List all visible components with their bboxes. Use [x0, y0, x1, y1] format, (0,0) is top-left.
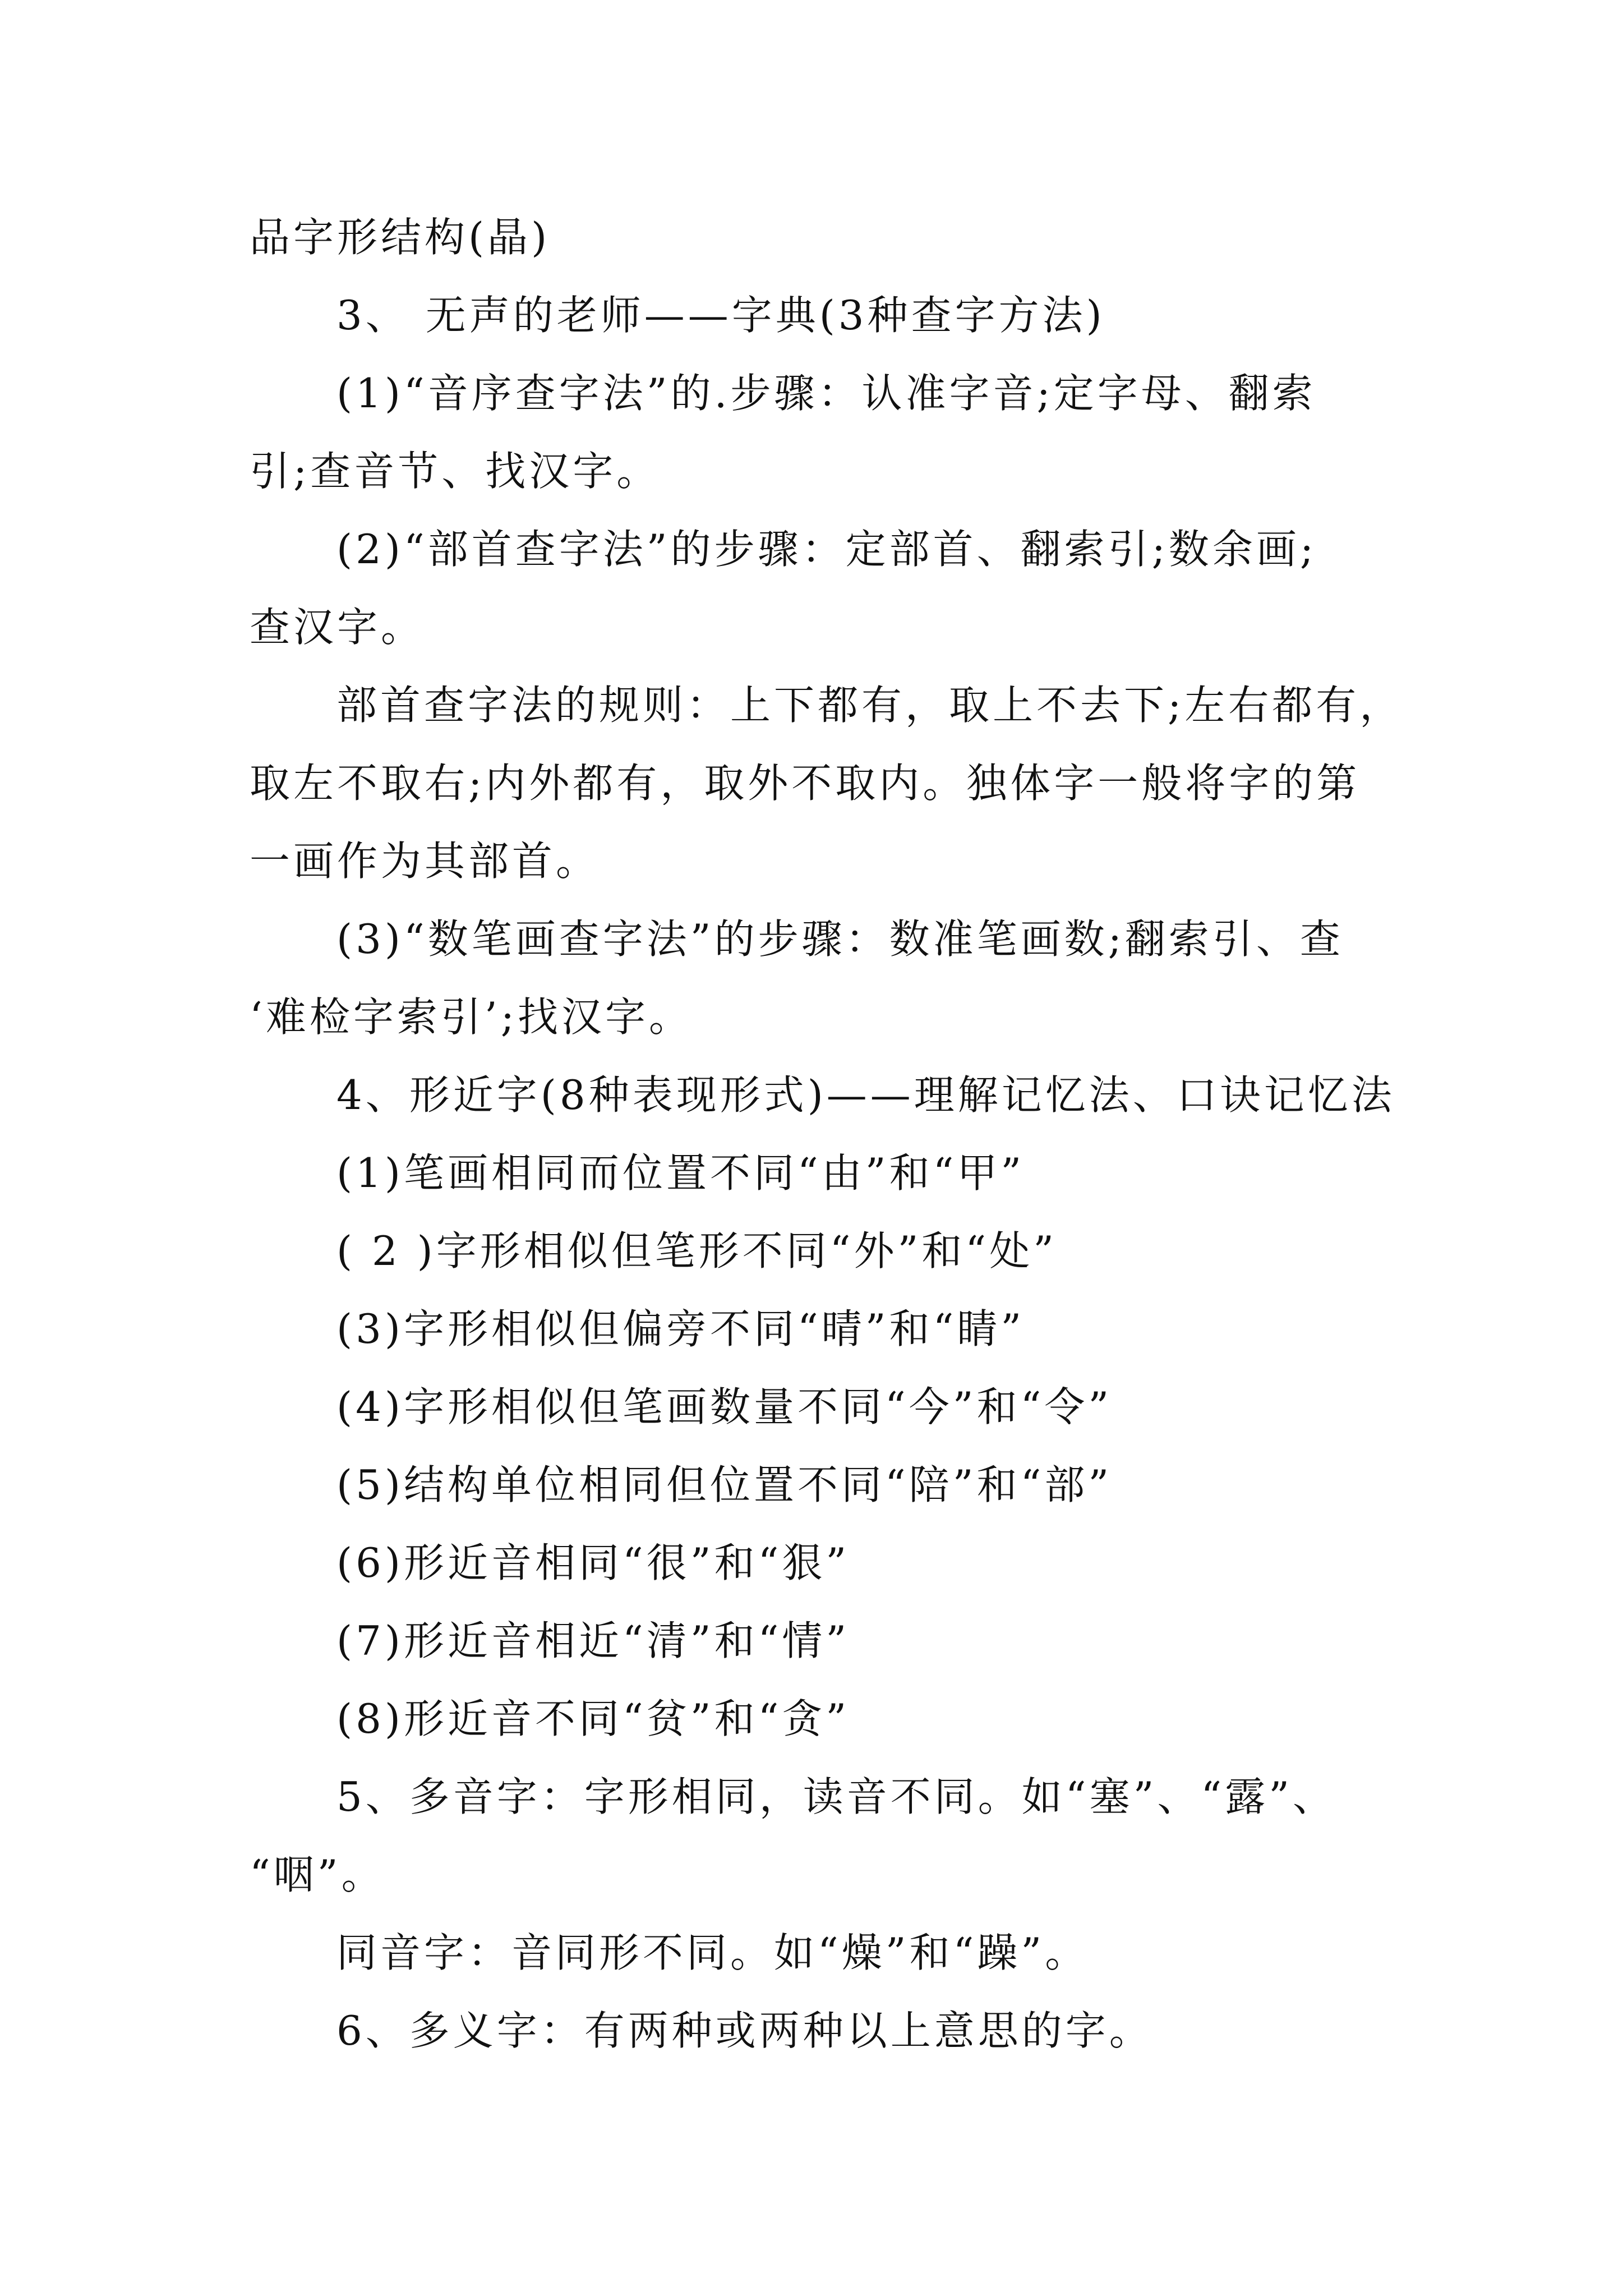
list-item-similar-2: ( 2 )字形相似但笔形不同“外”和“处”	[336, 1227, 1057, 1274]
text-line-radical-rules-cont-2: 一画作为其部首。	[250, 838, 600, 885]
list-item-similar-5: (5)结构单位相同但位置不同“陪”和“部”	[336, 1461, 1113, 1508]
heading-polyphonic: 5、多音字：字形相同，读音不同。如“塞”、“露”、	[336, 1773, 1337, 1820]
list-item-similar-1: (1)笔画相同而位置不同“由”和“甲”	[336, 1149, 1025, 1197]
list-item-similar-6: (6)形近音相同“很”和“狠”	[336, 1539, 850, 1586]
list-item-similar-7: (7)形近音相近“清”和“情”	[336, 1617, 850, 1664]
heading-polysemous: 6、多义字：有两种或两种以上意思的字。	[336, 2007, 1153, 2054]
text-line-polyphonic-cont: “咽”。	[250, 1851, 385, 1898]
text-line-homophone: 同音字：音同形不同。如“燥”和“躁”。	[336, 1929, 1089, 1976]
text-line-phonetic-method: (1)“音序查字法”的.步骤：认准字音;定字母、翻索	[336, 370, 1316, 417]
heading-similar-characters: 4、形近字(8种表现形式)——理解记忆法、口诀记忆法	[336, 1071, 1395, 1119]
text-line-radical-rules: 部首查字法的规则：上下都有，取上不去下;左右都有，	[336, 682, 1404, 729]
text-line-phonetic-method-cont: 引;查音节、找汉字。	[250, 448, 661, 495]
text-line-radical-method: (2)“部首查字法”的步骤：定部首、翻索引;数余画;	[336, 526, 1317, 573]
text-line-radical-rules-cont-1: 取左不取右;内外都有，取外不取内。独体字一般将字的第	[250, 760, 1361, 807]
text-line-stroke-method: (3)“数笔画查字法”的步骤：数准笔画数;翻索引、查	[336, 915, 1344, 963]
text-line-stroke-method-cont: ‘难检字索引’;找汉字。	[250, 993, 693, 1041]
list-item-similar-4: (4)字形相似但笔画数量不同“今”和“令”	[336, 1383, 1113, 1430]
text-line-radical-method-cont: 查汉字。	[250, 604, 425, 651]
list-item-similar-8: (8)形近音不同“贫”和“贪”	[336, 1695, 850, 1742]
text-line-structure: 品字形结构(晶)	[250, 214, 551, 261]
list-item-similar-3: (3)字形相似但偏旁不同“晴”和“睛”	[336, 1305, 1025, 1352]
heading-dictionary: 3、 无声的老师——字典(3种查字方法)	[336, 292, 1105, 339]
